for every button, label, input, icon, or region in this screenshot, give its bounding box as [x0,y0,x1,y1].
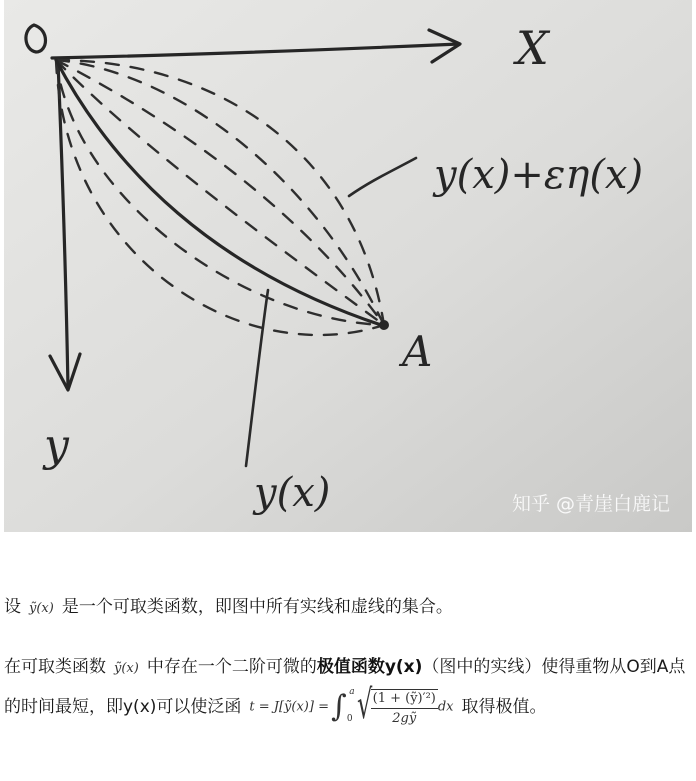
fraction-numerator: (1 + (ỹ)′²) [371,692,438,709]
fraction [371,689,438,725]
integral-sign: ∫ a 0 [330,687,355,724]
paragraph-definition [4,588,692,628]
paragraph2-part3: （图中的实线）使得重物从O到A点的时间最短，即y(x)可以使泛函 [4,657,686,717]
math-ytilde-2: ỹ(x) [114,661,139,676]
paragraph2-part4: 取得极值。 [461,697,547,717]
paper-background [4,0,692,532]
integral-lower-limit: 0 [346,714,353,724]
hand-drawn-diagram [4,0,692,532]
variation-label: y(x)+εη(x) [434,152,644,198]
formula-lhs: t = J[ỹ(x)] = [249,699,329,715]
endpoint-label: A [402,327,433,376]
fraction-denominator: 2gỹ [392,711,417,726]
math-ytilde: ỹ(x) [29,601,54,616]
paragraph1-prefix: 设 [4,597,21,617]
y-axis-label: y [44,420,69,471]
paragraph1-text: 是一个可取类函数，即图中所有实线和虚线的集合。 [61,597,453,617]
paragraph2-part2: 中存在一个二阶可微的 [146,657,317,677]
formula-dx: dx [437,699,454,715]
curve-label: y(x) [254,470,331,516]
functional-formula [249,682,454,728]
paragraph-extremal [4,648,692,726]
square-root [356,682,438,728]
x-axis-label: X [516,21,549,75]
figure-photo [4,0,692,532]
endpoint-dot [379,320,389,330]
watermark-text: 知乎 @青崖白鹿记 [512,493,671,515]
extremal-function-term: 极值函数y(x) [316,657,423,677]
integral-upper-limit: a [349,687,355,697]
paragraph2-part1: 在可取类函数 [4,657,106,677]
radical-sign: √ [356,682,372,728]
